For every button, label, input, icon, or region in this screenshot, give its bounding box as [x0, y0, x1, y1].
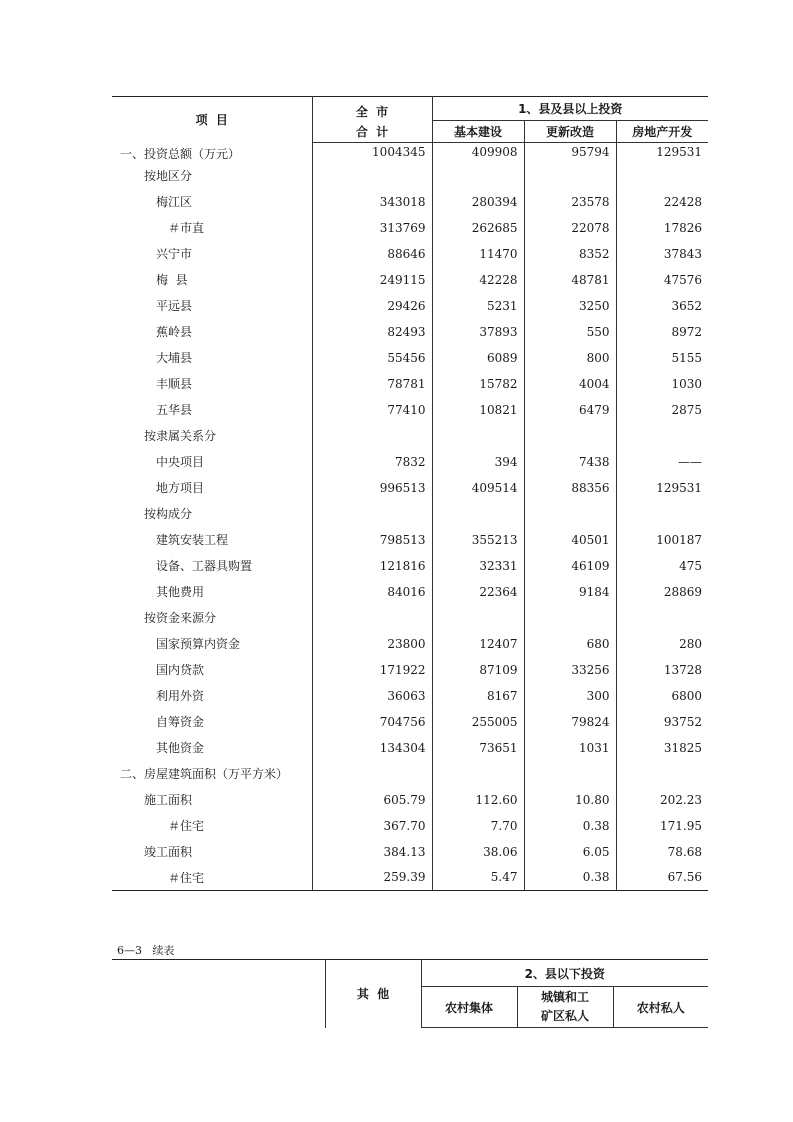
cell-renovation: 800	[524, 345, 616, 371]
cell-basic-construction: 15782	[432, 371, 524, 397]
cell-basic-construction: 37893	[432, 319, 524, 345]
cell-basic-construction: 73651	[432, 735, 524, 761]
cell-basic-construction	[432, 605, 524, 631]
cell-total: 704756	[312, 709, 432, 735]
cell-real-estate: 2875	[671, 402, 703, 417]
row-label: 梅江区	[112, 189, 312, 215]
cell-basic-construction: 7.70	[432, 813, 524, 839]
cell-renovation: 4004	[524, 371, 616, 397]
cell-basic-construction: 10821	[432, 397, 524, 423]
cell-total: 88646	[312, 241, 432, 267]
cell-renovation: 46109	[524, 553, 616, 579]
header-county-and-above: 1、县及县以上投资	[432, 97, 708, 121]
cell-real-estate: 475	[679, 558, 703, 573]
header-total-line1: 全 市	[312, 97, 432, 121]
row-label: 五华县	[112, 397, 312, 423]
table-row	[112, 423, 708, 449]
cell-renovation: 7438	[524, 449, 616, 475]
cell-renovation: 6479	[524, 397, 616, 423]
cell-total: 798513	[312, 527, 432, 553]
cell-renovation: 8352	[524, 241, 616, 267]
row-label: 平远县	[112, 293, 312, 319]
table-row	[112, 605, 708, 631]
table-row	[112, 735, 708, 761]
table-row	[112, 189, 708, 215]
table-row	[112, 683, 708, 709]
cell-basic-construction: 355213	[432, 527, 524, 553]
cell-total: 121816	[312, 553, 432, 579]
cell-renovation: 550	[524, 319, 616, 345]
cell-real-estate	[616, 761, 708, 787]
table-row	[112, 787, 708, 813]
cell-basic-construction: 5.47	[432, 865, 524, 891]
cell-total: 77410	[312, 397, 432, 423]
cell-renovation	[524, 423, 616, 449]
cell-renovation	[524, 163, 616, 189]
cell-real-estate: 47576	[663, 272, 703, 287]
cell-renovation: 3250	[524, 293, 616, 319]
row-label: 国家预算内资金	[112, 631, 312, 657]
cell-renovation: 6.05	[524, 839, 616, 865]
cell-real-estate: 28869	[663, 584, 703, 599]
header-rural-collective: 农村集体	[421, 987, 517, 1028]
cell-real-estate: ——	[678, 454, 703, 469]
cell-basic-construction: 409514	[432, 475, 524, 501]
cell-total: 171922	[312, 657, 432, 683]
cell-real-estate: 280	[679, 636, 703, 651]
table-row	[112, 293, 708, 319]
cell-basic-construction: 38.06	[432, 839, 524, 865]
cell-total: 1004345	[312, 143, 432, 163]
row-label: 建筑安装工程	[112, 527, 312, 553]
cell-renovation	[524, 761, 616, 787]
row-label: ＃住宅	[112, 865, 312, 891]
cell-real-estate: 67.56	[616, 865, 708, 891]
cell-basic-construction: 6089	[432, 345, 524, 371]
cell-basic-construction	[432, 761, 524, 787]
table-row	[112, 319, 708, 345]
cell-basic-construction	[432, 163, 524, 189]
cell-total: 84016	[312, 579, 432, 605]
header-renovation: 更新改造	[524, 121, 616, 143]
table-row	[112, 527, 708, 553]
table-row	[112, 709, 708, 735]
header-other: 其 他	[325, 960, 421, 1028]
table-row	[112, 241, 708, 267]
cell-total	[312, 501, 432, 527]
cell-basic-construction: 11470	[432, 241, 524, 267]
cell-renovation: 300	[524, 683, 616, 709]
cell-renovation: 79824	[524, 709, 616, 735]
row-label: 一、投资总额（万元）	[112, 143, 312, 163]
cell-total	[312, 163, 432, 189]
cell-total: 384.13	[312, 839, 432, 865]
row-label: 自筹资金	[112, 709, 312, 735]
table-row	[112, 839, 708, 865]
cell-real-estate: 6800	[671, 688, 703, 703]
cell-real-estate	[616, 423, 708, 449]
cell-real-estate: 93752	[663, 714, 703, 729]
cell-real-estate: 202.23	[660, 792, 703, 807]
cell-real-estate: 1030	[671, 376, 703, 391]
row-label: 按构成分	[112, 501, 312, 527]
table-row	[112, 371, 708, 397]
row-label: 按隶属关系分	[112, 423, 312, 449]
cell-renovation: 9184	[524, 579, 616, 605]
cell-basic-construction: 32331	[432, 553, 524, 579]
cell-basic-construction	[432, 501, 524, 527]
cell-total: 343018	[312, 189, 432, 215]
continuation-empty-header	[112, 960, 325, 1028]
investment-table	[112, 96, 708, 891]
cell-basic-construction: 42228	[432, 267, 524, 293]
header-below-county: 2、县以下投资	[421, 960, 708, 987]
cell-total: 23800	[312, 631, 432, 657]
row-label: 地方项目	[112, 475, 312, 501]
cell-renovation: 1031	[524, 735, 616, 761]
row-label: 国内贷款	[112, 657, 312, 683]
cell-basic-construction	[432, 423, 524, 449]
table-body	[112, 143, 708, 891]
cell-real-estate: 129531	[656, 145, 703, 159]
row-label: ＃市直	[112, 215, 312, 241]
row-label: 蕉岭县	[112, 319, 312, 345]
row-label: 按资金来源分	[112, 605, 312, 631]
table-row	[112, 345, 708, 371]
cell-total: 55456	[312, 345, 432, 371]
cell-basic-construction: 12407	[432, 631, 524, 657]
cell-real-estate: 31825	[663, 740, 703, 755]
table-row	[112, 215, 708, 241]
header-total-line2: 合 计	[312, 121, 432, 143]
cell-real-estate	[616, 163, 708, 189]
row-label: 梅 县	[112, 267, 312, 293]
cell-total: 313769	[312, 215, 432, 241]
cell-basic-construction: 5231	[432, 293, 524, 319]
row-label: 竣工面积	[112, 839, 312, 865]
cell-renovation: 33256	[524, 657, 616, 683]
cell-total	[312, 605, 432, 631]
row-label: 施工面积	[112, 787, 312, 813]
cell-total: 29426	[312, 293, 432, 319]
row-label: 其他资金	[112, 735, 312, 761]
header-rural-private: 农村私人	[613, 987, 708, 1028]
row-label: 大埔县	[112, 345, 312, 371]
cell-real-estate: 5155	[671, 350, 703, 365]
cell-real-estate	[616, 501, 708, 527]
table-row	[112, 813, 708, 839]
cell-total: 367.70	[312, 813, 432, 839]
table-row	[112, 761, 708, 787]
cell-renovation: 95794	[524, 143, 616, 163]
cell-basic-construction: 112.60	[432, 787, 524, 813]
cell-total: 36063	[312, 683, 432, 709]
table-row	[112, 657, 708, 683]
header-urban-private: 城镇和工 矿区私人	[517, 987, 613, 1028]
cell-total: 605.79	[312, 787, 432, 813]
cell-total: 82493	[312, 319, 432, 345]
cell-real-estate: 8972	[671, 324, 703, 339]
cell-renovation: 680	[524, 631, 616, 657]
cell-renovation: 22078	[524, 215, 616, 241]
row-label: 利用外资	[112, 683, 312, 709]
cell-real-estate: 100187	[656, 532, 703, 547]
cell-total: 996513	[312, 475, 432, 501]
table-row	[112, 143, 708, 163]
cell-real-estate: 13728	[663, 662, 703, 677]
cell-real-estate: 78.68	[667, 844, 703, 859]
table-row	[112, 501, 708, 527]
header-item: 项 目	[112, 97, 312, 143]
cell-basic-construction: 394	[432, 449, 524, 475]
table-row	[112, 449, 708, 475]
cell-real-estate: 3652	[671, 298, 703, 313]
cell-total	[312, 761, 432, 787]
header-basic-construction: 基本建设	[432, 121, 524, 143]
cell-real-estate: 129531	[656, 480, 703, 495]
row-label: ＃住宅	[112, 813, 312, 839]
cell-basic-construction: 22364	[432, 579, 524, 605]
table-row	[112, 163, 708, 189]
table-row	[112, 475, 708, 501]
cell-real-estate: 171.95	[660, 818, 703, 833]
row-label: 按地区分	[112, 163, 312, 189]
cell-total: 249115	[312, 267, 432, 293]
cell-total: 7832	[312, 449, 432, 475]
cell-basic-construction: 87109	[432, 657, 524, 683]
cell-real-estate	[616, 605, 708, 631]
table-row	[112, 865, 708, 891]
cell-total: 134304	[312, 735, 432, 761]
cell-real-estate: 17826	[663, 220, 703, 235]
row-label: 兴宁市	[112, 241, 312, 267]
table-row	[112, 579, 708, 605]
table-row	[112, 631, 708, 657]
cell-renovation: 10.80	[524, 787, 616, 813]
cell-renovation: 0.38	[524, 813, 616, 839]
cell-real-estate: 22428	[663, 194, 703, 209]
row-label: 二、房屋建筑面积（万平方米）	[112, 761, 312, 787]
row-label: 丰顺县	[112, 371, 312, 397]
continuation-table	[112, 959, 708, 1028]
cell-total: 259.39	[312, 865, 432, 891]
cell-basic-construction: 8167	[432, 683, 524, 709]
cell-total: 78781	[312, 371, 432, 397]
cell-renovation: 40501	[524, 527, 616, 553]
table-row	[112, 553, 708, 579]
cell-basic-construction: 280394	[432, 189, 524, 215]
row-label: 其他费用	[112, 579, 312, 605]
cell-renovation: 88356	[524, 475, 616, 501]
table-row	[112, 267, 708, 293]
cell-renovation: 0.38	[524, 865, 616, 891]
cell-basic-construction: 255005	[432, 709, 524, 735]
cell-renovation	[524, 501, 616, 527]
cell-basic-construction: 409908	[432, 143, 524, 163]
table-row	[112, 397, 708, 423]
cell-total	[312, 423, 432, 449]
row-label: 设备、工器具购置	[112, 553, 312, 579]
cell-renovation: 23578	[524, 189, 616, 215]
header-real-estate: 房地产开发	[616, 121, 708, 143]
continuation-label: 6—3 续表	[117, 944, 175, 957]
row-label: 中央项目	[112, 449, 312, 475]
cell-basic-construction: 262685	[432, 215, 524, 241]
cell-renovation: 48781	[524, 267, 616, 293]
cell-renovation	[524, 605, 616, 631]
cell-real-estate: 37843	[663, 246, 703, 261]
